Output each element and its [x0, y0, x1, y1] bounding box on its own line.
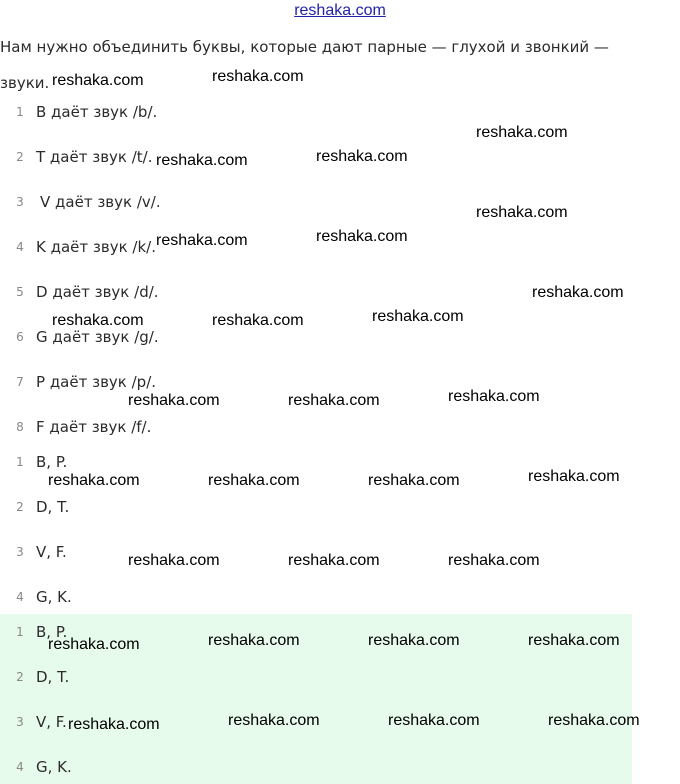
- list-item: [0, 369, 300, 395]
- answer-item: [0, 664, 300, 690]
- top-watermark-link[interactable]: reshaka.com: [294, 2, 386, 19]
- item-number: 6: [16, 330, 24, 344]
- item-number: 4: [16, 760, 24, 774]
- watermark: reshaka.com: [316, 228, 408, 245]
- item-number: 3: [16, 545, 24, 559]
- item-number: 1: [16, 455, 24, 469]
- item-text: P даёт звук /p/.: [36, 373, 157, 391]
- item-text: B, P.: [36, 453, 68, 471]
- watermark: reshaka.com: [388, 712, 480, 729]
- watermark: reshaka.com: [528, 468, 620, 485]
- watermark: reshaka.com: [212, 68, 304, 85]
- watermark: reshaka.com: [68, 716, 160, 733]
- watermark: reshaka.com: [156, 152, 248, 169]
- watermark: reshaka.com: [288, 392, 380, 409]
- watermark: reshaka.com: [448, 552, 540, 569]
- watermark: reshaka.com: [128, 392, 220, 409]
- watermark: reshaka.com: [316, 148, 408, 165]
- item-text: D, T.: [36, 668, 70, 686]
- list-item: [0, 99, 300, 125]
- answer-item: [0, 709, 300, 735]
- watermark: reshaka.com: [128, 552, 220, 569]
- list-item: [0, 279, 300, 305]
- watermark: reshaka.com: [52, 312, 144, 329]
- item-number: 7: [16, 375, 24, 389]
- item-number: 2: [16, 670, 24, 684]
- watermark: reshaka.com: [208, 472, 300, 489]
- list-item: [0, 189, 300, 215]
- item-text: G, K.: [36, 758, 72, 776]
- watermark: reshaka.com: [532, 284, 624, 301]
- watermark: reshaka.com: [476, 124, 568, 141]
- item-text: G даёт звук /g/.: [36, 328, 159, 346]
- watermark: reshaka.com: [228, 712, 320, 729]
- item-text: V, F.: [36, 713, 67, 731]
- item-text: D даёт звук /d/.: [36, 283, 159, 301]
- watermark: reshaka.com: [528, 632, 620, 649]
- list-item: [0, 414, 300, 440]
- watermark: reshaka.com: [48, 472, 140, 489]
- watermark: reshaka.com: [368, 632, 460, 649]
- item-number: 3: [16, 715, 24, 729]
- answer-item: [0, 754, 300, 780]
- watermark: reshaka.com: [156, 232, 248, 249]
- watermark: reshaka.com: [208, 632, 300, 649]
- item-text: F даёт звук /f/.: [36, 418, 152, 436]
- list-item: [0, 144, 300, 170]
- list-item: [0, 324, 300, 350]
- watermark: reshaka.com: [52, 72, 144, 89]
- item-text: V даёт звук /v/.: [40, 193, 161, 211]
- item-number: 5: [16, 285, 24, 299]
- item-number: 4: [16, 590, 24, 604]
- list-item: [0, 494, 300, 520]
- intro-paragraph: Нам нужно объединить буквы, которые дают парные — глухой и звонкий — звуки.: [0, 38, 609, 92]
- item-text: B даёт звук /b/.: [36, 103, 158, 121]
- item-number: 2: [16, 500, 24, 514]
- item-number: 2: [16, 150, 24, 164]
- watermark: reshaka.com: [476, 204, 568, 221]
- list-item: [0, 234, 300, 260]
- watermark: reshaka.com: [288, 552, 380, 569]
- item-number: 1: [16, 105, 24, 119]
- item-number: 4: [16, 240, 24, 254]
- item-number: 8: [16, 420, 24, 434]
- list-item: [0, 584, 300, 610]
- item-number: 1: [16, 625, 24, 639]
- watermark: reshaka.com: [548, 712, 640, 729]
- list-item: [0, 539, 300, 565]
- item-number: 3: [16, 195, 24, 209]
- watermark: reshaka.com: [448, 388, 540, 405]
- watermark: reshaka.com: [212, 312, 304, 329]
- watermark: reshaka.com: [368, 472, 460, 489]
- item-text: B, P.: [36, 623, 68, 641]
- answer-item: [0, 619, 300, 645]
- watermark: reshaka.com: [48, 636, 140, 653]
- item-text: T даёт звук /t/.: [36, 148, 153, 166]
- item-text: G, K.: [36, 588, 72, 606]
- item-text: V, F.: [36, 543, 67, 561]
- item-text: K даёт звук /k/.: [36, 238, 156, 256]
- list-item: [0, 449, 300, 475]
- item-text: D, T.: [36, 498, 70, 516]
- watermark: reshaka.com: [372, 308, 464, 325]
